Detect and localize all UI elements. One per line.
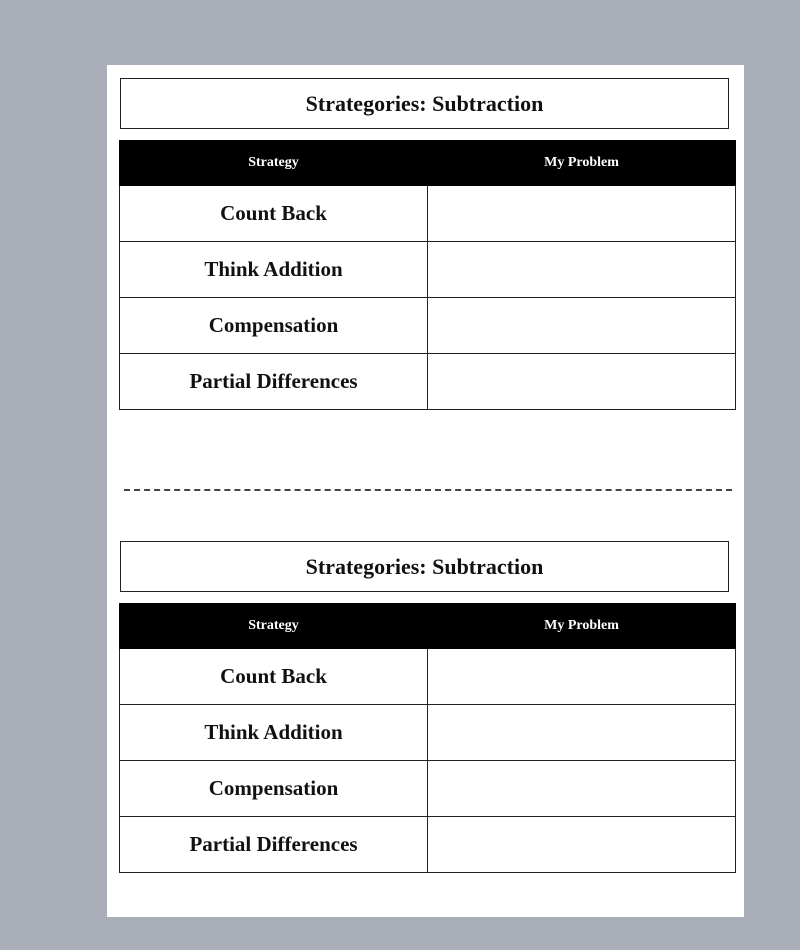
- column-header-strategy: Strategy: [120, 141, 428, 186]
- worksheet-title: Strategories: Subtraction: [120, 541, 729, 592]
- table-row: [120, 649, 736, 705]
- strategy-table: [119, 140, 736, 410]
- column-header-strategy: Strategy: [120, 604, 428, 649]
- worksheet-title: Strategories: Subtraction: [120, 78, 729, 129]
- strategy-cell: Think Addition: [120, 705, 428, 761]
- strategy-cell: Think Addition: [120, 242, 428, 298]
- table-row: [120, 242, 736, 298]
- table-row: [120, 186, 736, 242]
- my-problem-cell[interactable]: [428, 649, 736, 705]
- my-problem-cell[interactable]: [428, 242, 736, 298]
- my-problem-cell[interactable]: [428, 298, 736, 354]
- strategy-cell: Count Back: [120, 649, 428, 705]
- column-header-my-problem: My Problem: [428, 604, 736, 649]
- strategy-cell: Compensation: [120, 298, 428, 354]
- my-problem-cell[interactable]: [428, 705, 736, 761]
- table-row: [120, 298, 736, 354]
- table-row: [120, 817, 736, 873]
- my-problem-cell[interactable]: [428, 817, 736, 873]
- strategy-cell: Partial Differences: [120, 354, 428, 410]
- my-problem-cell[interactable]: [428, 186, 736, 242]
- table-row: [120, 354, 736, 410]
- my-problem-cell[interactable]: [428, 354, 736, 410]
- strategy-cell: Count Back: [120, 186, 428, 242]
- my-problem-cell[interactable]: [428, 761, 736, 817]
- column-header-my-problem: My Problem: [428, 141, 736, 186]
- cut-line-divider: [124, 489, 732, 491]
- strategy-table: [119, 603, 736, 873]
- strategy-cell: Partial Differences: [120, 817, 428, 873]
- worksheet-page: [107, 65, 744, 917]
- strategy-cell: Compensation: [120, 761, 428, 817]
- table-row: [120, 705, 736, 761]
- table-row: [120, 761, 736, 817]
- table-header-row: [120, 604, 736, 649]
- table-header-row: [120, 141, 736, 186]
